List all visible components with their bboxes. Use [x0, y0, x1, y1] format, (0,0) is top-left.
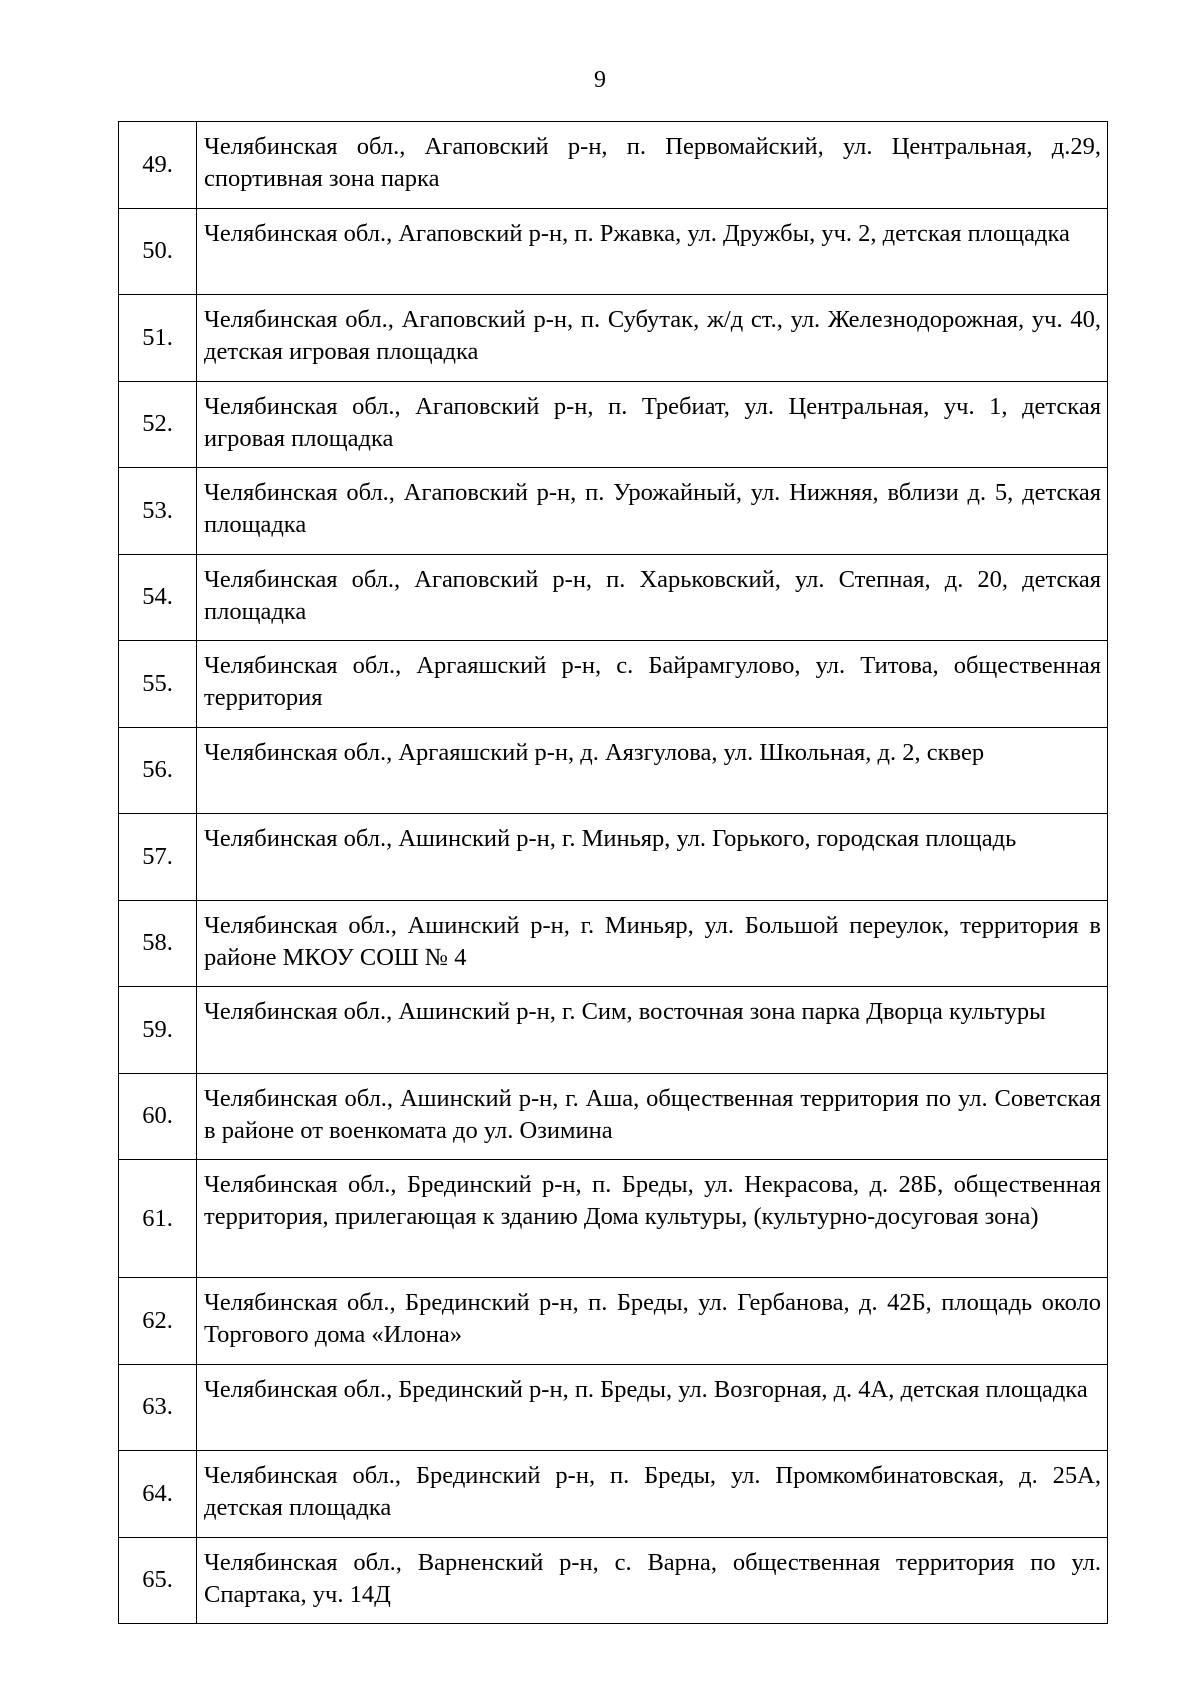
row-address: Челябинская обл., Брединский р-н, п. Бреды, ул. Возгорная, д. 4А, детская площадка	[197, 1364, 1108, 1451]
row-address: Челябинская обл., Агаповский р-н, п. Ржавка, ул. Дружбы, уч. 2, детская площадка	[197, 208, 1108, 295]
table-row	[119, 1073, 1108, 1160]
row-address: Челябинская обл., Агаповский р-н, п. Харьковский, ул. Степная, д. 20, детская площадка	[197, 554, 1108, 641]
row-number: 49.	[119, 122, 197, 209]
row-number: 50.	[119, 208, 197, 295]
table-row	[119, 1278, 1108, 1365]
row-number: 53.	[119, 468, 197, 555]
row-number: 64.	[119, 1451, 197, 1538]
row-number: 55.	[119, 641, 197, 728]
table-row	[119, 295, 1108, 382]
table-row	[119, 1537, 1108, 1624]
row-address: Челябинская обл., Агаповский р-н, п. Требиат, ул. Центральная, уч. 1, детская игровая площадка	[197, 381, 1108, 468]
row-number: 61.	[119, 1160, 197, 1278]
table-row	[119, 727, 1108, 814]
row-number: 65.	[119, 1537, 197, 1624]
table-row	[119, 554, 1108, 641]
row-address: Челябинская обл., Брединский р-н, п. Бреды, ул. Гербанова, д. 42Б, площадь около Торгового дома «Илона»	[197, 1278, 1108, 1365]
row-address: Челябинская обл., Ашинский р-н, г. Миньяр, ул. Горького, городская площадь	[197, 814, 1108, 901]
row-number: 63.	[119, 1364, 197, 1451]
row-address: Челябинская обл., Аргаяшский р-н, д. Аязгулова, ул. Школьная, д. 2, сквер	[197, 727, 1108, 814]
row-number: 54.	[119, 554, 197, 641]
table-row	[119, 900, 1108, 987]
address-table	[118, 121, 1108, 1624]
table-row	[119, 1364, 1108, 1451]
table-row	[119, 1451, 1108, 1538]
table-row	[119, 468, 1108, 555]
page-number: 9	[594, 67, 606, 93]
table-row	[119, 641, 1108, 728]
table-row	[119, 381, 1108, 468]
row-address: Челябинская обл., Ашинский р-н, г. Миньяр, ул. Большой переулок, территория в районе МКОУ СОШ № 4	[197, 900, 1108, 987]
row-number: 58.	[119, 900, 197, 987]
table-row	[119, 987, 1108, 1074]
table-row	[119, 208, 1108, 295]
row-address: Челябинская обл., Брединский р-н, п. Бреды, ул. Некрасова, д. 28Б, общественная территория, прилегающая к зданию Дома культуры, (культурно-досуговая зона)	[197, 1160, 1108, 1278]
row-number: 59.	[119, 987, 197, 1074]
table-row	[119, 122, 1108, 209]
row-address: Челябинская обл., Аргаяшский р-н, с. Байрамгулово, ул. Титова, общественная территория	[197, 641, 1108, 728]
row-address: Челябинская обл., Ашинский р-н, г. Сим, восточная зона парка Дворца культуры	[197, 987, 1108, 1074]
row-number: 57.	[119, 814, 197, 901]
row-number: 56.	[119, 727, 197, 814]
row-number: 60.	[119, 1073, 197, 1160]
row-address: Челябинская обл., Ашинский р-н, г. Аша, общественная территория по ул. Советская в районе от военкомата до ул. Озимина	[197, 1073, 1108, 1160]
row-address: Челябинская обл., Агаповский р-н, п. Субутак, ж/д ст., ул. Железнодорожная, уч. 40, детская игровая площадка	[197, 295, 1108, 382]
row-address: Челябинская обл., Агаповский р-н, п. Урожайный, ул. Нижняя, вблизи д. 5, детская площадка	[197, 468, 1108, 555]
row-address: Челябинская обл., Агаповский р-н, п. Первомайский, ул. Центральная, д.29, спортивная зона парка	[197, 122, 1108, 209]
table-row	[119, 1160, 1108, 1278]
row-number: 62.	[119, 1278, 197, 1365]
row-number: 52.	[119, 381, 197, 468]
row-address: Челябинская обл., Варненский р-н, с. Варна, общественная территория по ул. Спартака, уч. 14Д	[197, 1537, 1108, 1624]
row-number: 51.	[119, 295, 197, 382]
row-address: Челябинская обл., Брединский р-н, п. Бреды, ул. Промкомбинатовская, д. 25А, детская площадка	[197, 1451, 1108, 1538]
table-row	[119, 814, 1108, 901]
